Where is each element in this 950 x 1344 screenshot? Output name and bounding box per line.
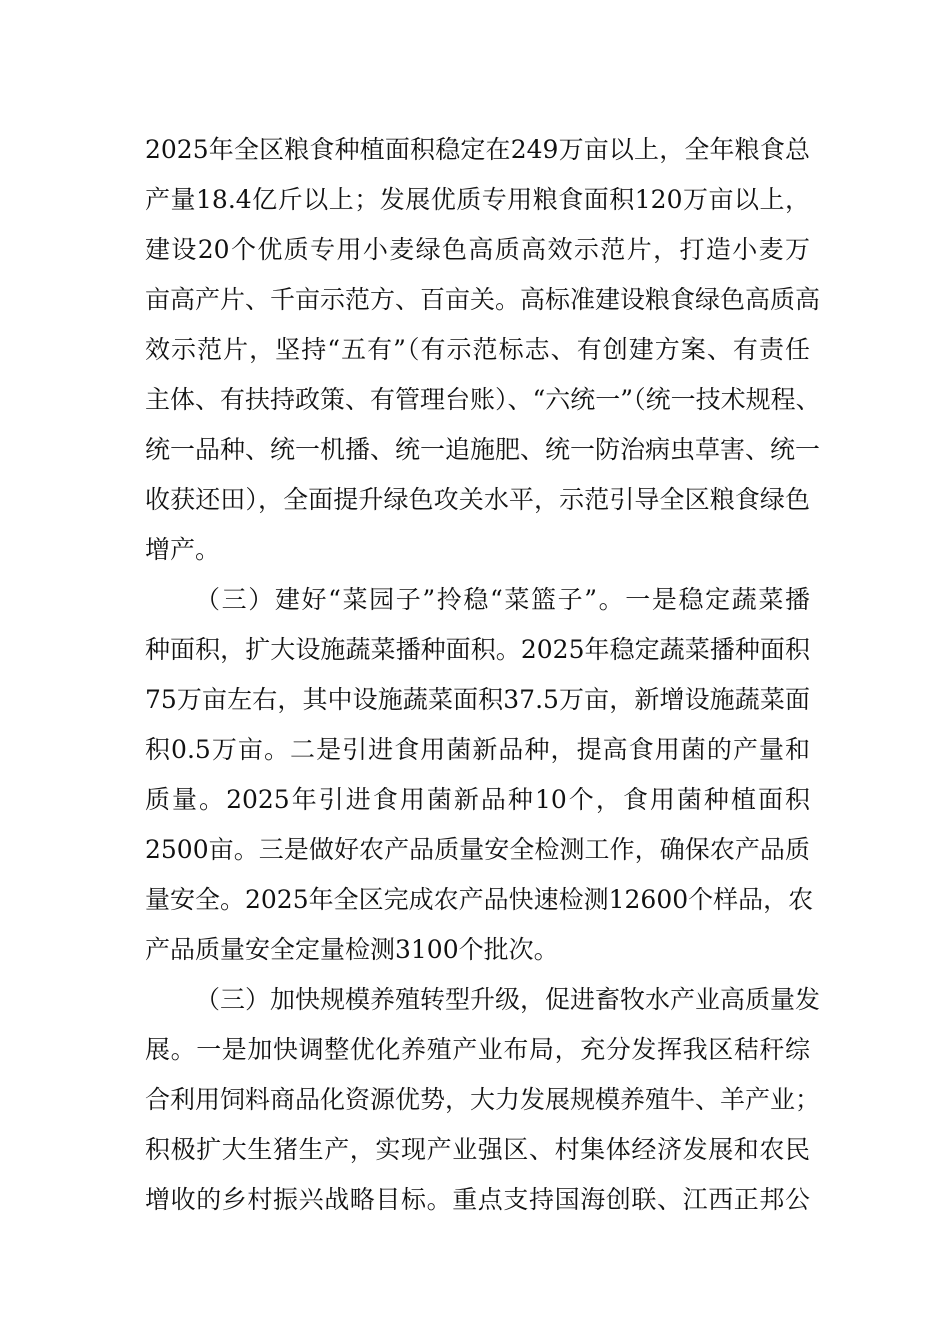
text-line: 合利用饲料商品化资源优势，大力发展规模养殖牛、羊产业； <box>145 1085 821 1114</box>
paragraph-end-line: 产品质量安全定量检测3100个批次。 <box>145 935 559 964</box>
text-line: 效示范片，坚持“五有”（有示范标志、有创建方案、有责任 <box>145 335 810 364</box>
text-line: 2025年全区粮食种植面积稳定在249万亩以上，全年粮食总 <box>145 135 810 164</box>
text-line <box>145 1230 810 1270</box>
text-line: 75万亩左右，其中设施蔬菜面积37.5万亩，新增设施蔬菜面 <box>145 685 810 714</box>
text-line: 积极扩大生猪生产，实现产业强区、村集体经济发展和农民 <box>145 1135 810 1164</box>
paragraph-end-line: 增产。 <box>145 535 221 564</box>
text-line: 建设20个优质专用小麦绿色高质高效示范片，打造小麦万 <box>145 235 810 264</box>
text-line: 亩高产片、千亩示范方、百亩关。高标准建设粮食绿色高质高 <box>145 285 821 314</box>
text-line: 积0.5万亩。二是引进食用菌新品种，提高食用菌的产量和 <box>145 735 810 764</box>
text-line: 产量18.4亿斤以上；发展优质专用粮食面积120万亩以上， <box>145 185 810 214</box>
text-line: 种面积，扩大设施蔬菜播种面积。2025年稳定蔬菜播种面积 <box>145 635 810 664</box>
text-line: 质量。2025年引进食用菌新品种10个，食用菌种植面积 <box>145 785 810 814</box>
paragraph-heading-line: （三）加快规模养殖转型升级，促进畜牧水产业高质量发 <box>195 985 821 1014</box>
paragraph-heading-line: （三）建好“菜园子”拎稳“菜篮子”。一是稳定蔬菜播 <box>195 585 810 614</box>
text-line: 主体、有扶持政策、有管理台账）、“六统一”（统一技术规程、 <box>145 385 821 414</box>
text-line: 展。一是加快调整优化养殖产业布局，充分发挥我区秸秆综 <box>145 1035 810 1064</box>
text-line: 统一品种、统一机播、统一追施肥、统一防治病虫草害、统一 <box>145 435 821 464</box>
text-line: 增收的乡村振兴战略目标。重点支持国海创联、江西正邦公 <box>145 1185 810 1214</box>
text-line: 收获还田），全面提升绿色攻关水平，示范引导全区粮食绿色 <box>145 485 810 514</box>
text-line: 量安全。2025年全区完成农产品快速检测12600个样品，农 <box>145 885 814 914</box>
text-line: 2500亩。三是做好农产品质量安全检测工作，确保农产品质 <box>145 835 810 864</box>
